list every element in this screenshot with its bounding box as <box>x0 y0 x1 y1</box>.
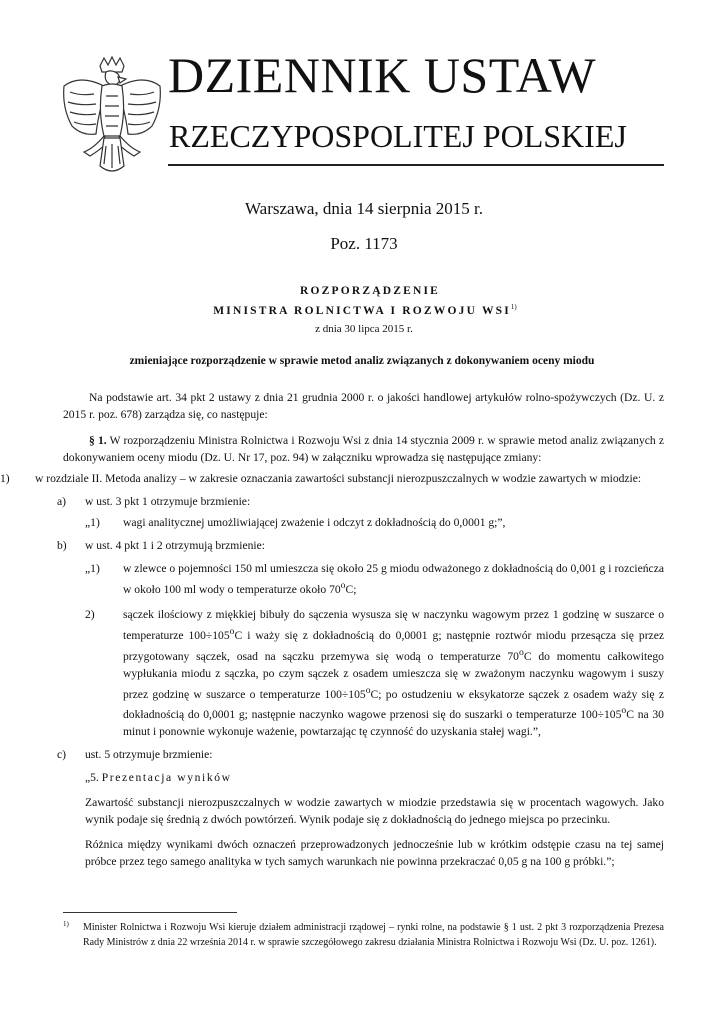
b2-text-part: C; po ostudzeniu w eksykatorze sączek z osadem waży się z dokładnością do 0,0001 g; następnie naczynko wagowe przenosi się do suszarki o temperaturze 100÷105 <box>123 687 664 722</box>
list-item-b1-number: „1) <box>85 562 100 575</box>
list-item-a-text: w ust. 3 pkt 1 otrzymuje brzmienie: <box>85 495 251 508</box>
list-item-a1-text: wagi analitycznej umożliwiającej zważenie i odczyt z dokładnością do 0,0001 g;”, <box>123 516 506 529</box>
list-item-b2-number: 2) <box>85 607 95 621</box>
list-item-b1 <box>63 560 664 598</box>
section-1-text: W rozporządzeniu Ministra Rolnictwa i Rozwoju Wsi z dnia 14 stycznia 2009 r. w sprawie metod analiz związanych z dokonywaniem oceny miodu (Dz. U. Nr 17, poz. 94) w załączniku wprowadza się następujące zmiany: <box>63 434 664 464</box>
section-1 <box>63 432 664 466</box>
quoted-heading-number: „5. <box>85 771 102 785</box>
footnote-text: Minister Rolnictwa i Rozwoju Wsi kieruje działem administracji rządowej – rynki rolne, na podstawie § 1 ust. 2 pkt 3 rozporządzenia Prezesa Rady Ministrów z dnia 22 września 2014 r. w sprawie szczegółowego zakresu działania Ministra Rolnictwa i Rozwoju Wsi (Dz. U. poz. 1261). <box>83 922 664 948</box>
issuer-name: MINISTRA ROLNICTWA I ROZWOJU WSI <box>213 304 511 317</box>
header-divider <box>168 164 664 166</box>
degree-sup: o <box>365 684 371 696</box>
b2-text-part: C do momentu całkowitego wypłukania miodu z sączka, po czym sączek z osadem umieszcza się w zważonym naczynku wagowym i suszy przez godzinę w suszarce o temperaturze 100÷105 <box>123 649 664 701</box>
b2-text-part: sączek ilościowy z miękkiej bibuły do sączenia wysusza się w naczynku wagowym przez 1 godzinę w suszarce o temperaturze 100÷105 <box>123 607 664 642</box>
b1-text-part: C; <box>345 582 357 596</box>
document-body <box>0 389 664 870</box>
list-item-b <box>57 537 664 554</box>
place-date: Warszawa, dnia 14 sierpnia 2015 r. <box>245 199 483 218</box>
list-item-c-label: c) <box>57 748 67 762</box>
act-type: ROZPORZĄDZENIE <box>299 285 441 297</box>
act-issuer <box>3 303 724 317</box>
quoted-paragraph-1: Zawartość substancji nierozpuszczalnych w wodzie zawartych w miodzie przedstawia się w procentach wagowych. Jako wynik podaje się średnią z dwóch powtórzeń. Wynik podaje się z dokładnością do jednego miejsca po przecinku. <box>85 796 664 827</box>
list-item-b2-text <box>123 606 664 740</box>
b2-text-part: C i waży się z dokładnością do 0,0001 g; następnie roztwór miodu przesącza się przez przygotowany sączek, osad na sączku przemywa się wodą o temperaturze 70 <box>123 628 664 663</box>
quoted-heading <box>85 769 664 786</box>
footnote-reference: 1) <box>510 303 517 311</box>
footnote-divider <box>63 912 237 913</box>
list-item-b1-text <box>123 560 664 598</box>
position-number: Poz. 1173 <box>330 234 398 253</box>
list-item-1-text: w rozdziale II. Metoda analizy – w zakresie oznaczania zawartości substancji nierozpuszczalnych w wodzie zawartych w miodzie: <box>35 472 642 485</box>
footnote-marker: 1) <box>63 920 69 928</box>
list-item-b-label: b) <box>57 539 67 552</box>
list-item-1 <box>0 470 664 487</box>
list-item-1-number: 1) <box>0 472 10 485</box>
journal-subtitle: RZECZYPOSPOLITEJ POLSKIEJ <box>169 118 627 154</box>
list-item-a-label: a) <box>57 495 67 508</box>
degree-sup: o <box>518 646 524 658</box>
list-item-a1-number: „1) <box>85 516 100 529</box>
act-subject: zmieniające rozporządzenie w sprawie metod analiz związanych z dokonywaniem oceny miodu <box>129 355 595 367</box>
list-item-c-text: ust. 5 otrzymuje brzmienie: <box>85 748 213 762</box>
polish-eagle-emblem-icon <box>60 56 164 184</box>
list-item-a1 <box>63 514 664 531</box>
list-item-b2 <box>63 606 664 740</box>
list-item-c <box>57 746 664 763</box>
journal-title: DZIENNIK USTAW <box>168 47 597 103</box>
degree-sup: o <box>621 705 627 717</box>
degree-sup: o <box>229 625 235 637</box>
degree-sup: o <box>340 580 346 591</box>
quoted-heading-title: Prezentacja wyników <box>101 771 232 785</box>
preamble: Na podstawie art. 34 pkt 2 ustawy z dnia 21 grudnia 2000 r. o jakości handlowej artykułów rolno-spożywczych (Dz. U. z 2015 r. poz. 678) zarządza się, co następuje: <box>63 391 664 421</box>
section-1-label: § 1. <box>89 434 107 447</box>
list-item-b-text: w ust. 4 pkt 1 i 2 otrzymują brzmienie: <box>85 539 265 552</box>
list-item-a <box>57 493 664 510</box>
act-date: z dnia 30 lipca 2015 r. <box>315 323 413 335</box>
b2-text-part: C na 30 minut i ponownie wykonuje ważenie, powtarzając tę czynność do uzyskania stałej wagi.”, <box>123 708 664 739</box>
footnote <box>63 920 664 950</box>
quoted-paragraph-2: Różnica między wynikami dwóch oznaczeń przeprowadzonych jednocześnie lub w krótkim odstępie czasu na tej samej próbce przez tego samego analityka w tych samych warunkach nie powinna przekraczać 0,05 g na 100 g próbki.”; <box>85 838 664 869</box>
b1-text-part: w zlewce o pojemności 150 ml umieszcza się około 25 g miodu odważonego z dokładnością do 0,001 g i rozcieńcza w około 100 ml wody o temperaturze około 70 <box>123 562 664 596</box>
